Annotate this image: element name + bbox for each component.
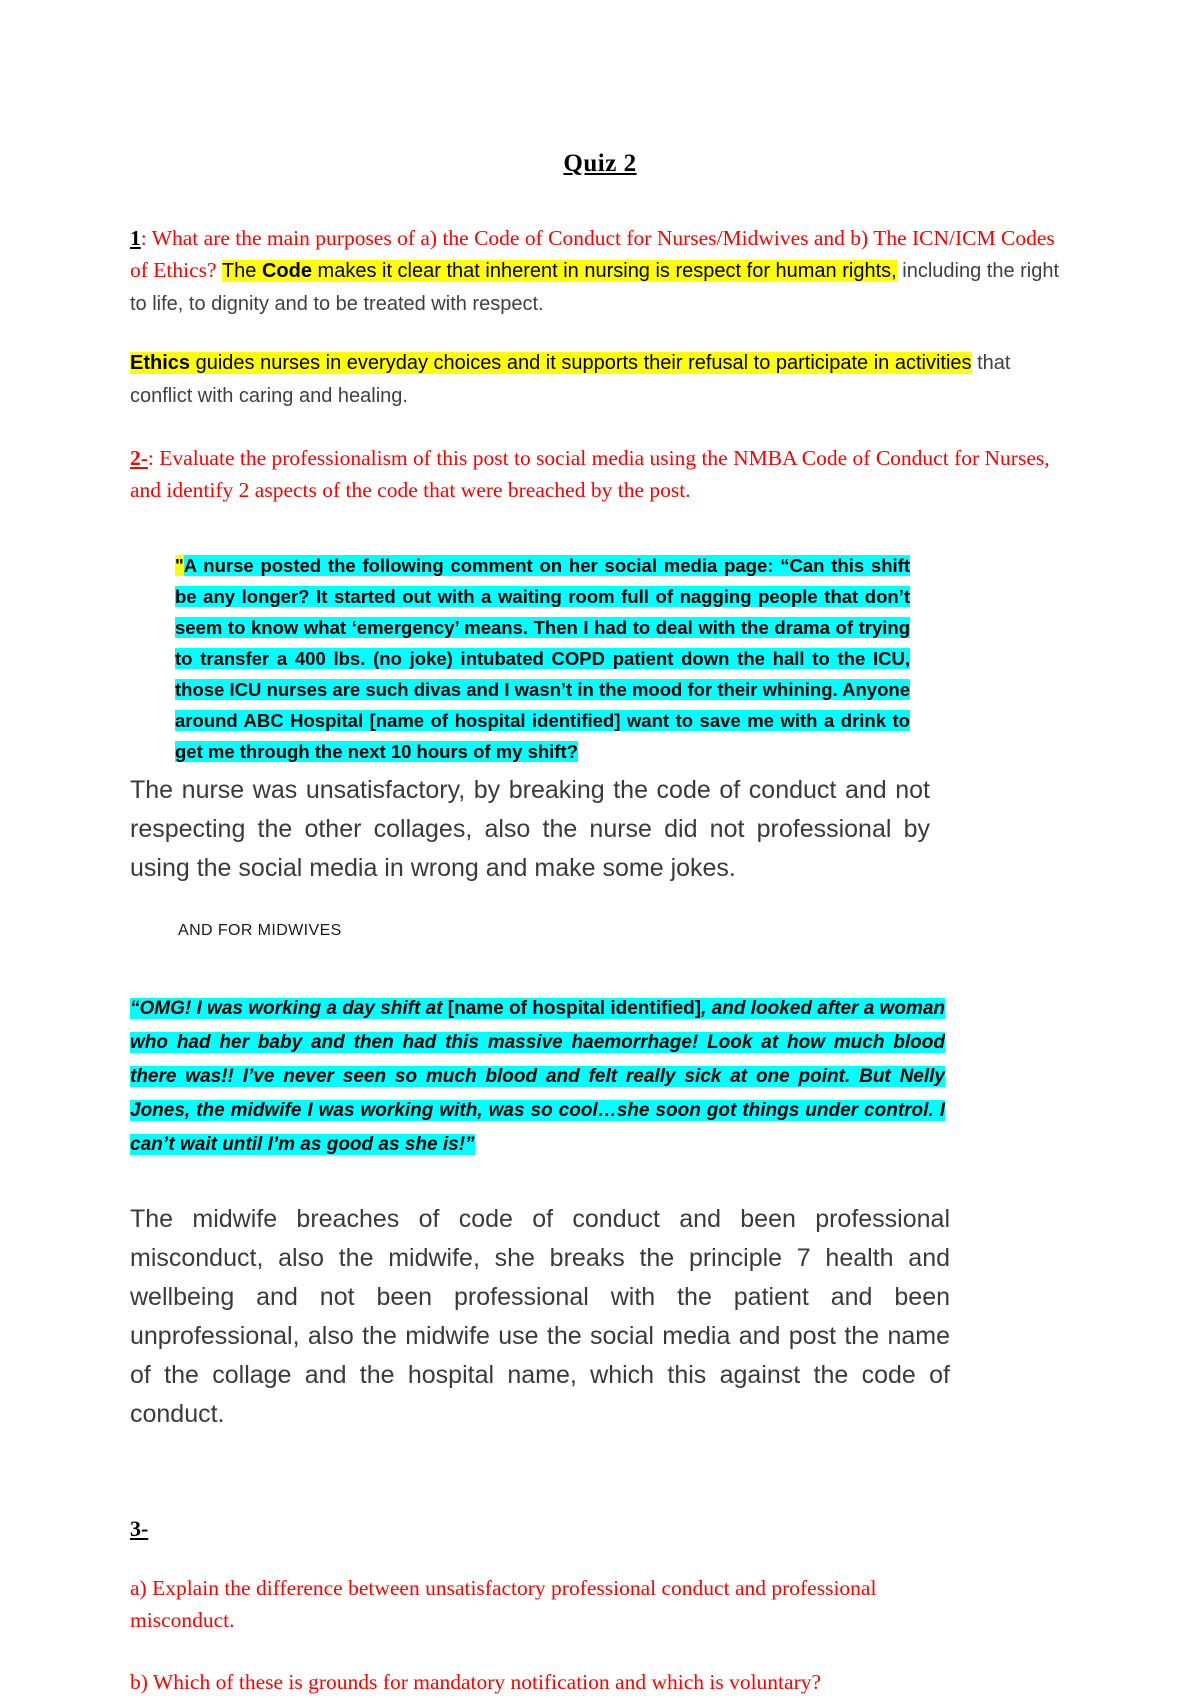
q1-answer-rest: makes it clear that inherent in nursing is respect for human rights, — [311, 260, 897, 282]
nurse-quote-open-mark: " — [175, 555, 184, 576]
question-2-number: 2- — [130, 446, 148, 470]
question-2-prompt: Evaluate the professionalism of this post to social media using the NMBA Code of Conduct for Nurses, and identify 2 aspects of the code that were breached by the post. — [130, 446, 1050, 502]
ethics-tail: that conflict with caring and healing. — [130, 352, 1011, 407]
question-1-number: 1 — [130, 226, 141, 250]
nurse-social-media-quote — [175, 550, 910, 767]
question-1-prompt: What are the main purposes of a) the Code of Conduct for Nurses/Midwives and b) The ICN/ICM Codes of Ethics? — [130, 226, 1055, 282]
question-3-number: 3- — [130, 1516, 149, 1541]
midwife-social-media-quote — [130, 992, 945, 1162]
midwife-quote-part-1: “OMG! I was working a day shift at — [130, 998, 448, 1019]
midwife-quote-part-3: , and looked after a woman who had her baby and then had this massive haemorrhage! Look at how much blood there was!! I’ve never seen so much blood and felt really sick at one point. But Nelly Jones, the midwife I was working with, was — [130, 998, 946, 1121]
question-3-part-a: a) Explain the difference between unsatisfactory professional conduct and professional misconduct. — [130, 1576, 877, 1632]
q1-answer-tail: including the right to life, to dignity and to be treated with respect. — [130, 260, 1060, 315]
question-2-paragraph — [130, 442, 1070, 506]
question-1-colon: : — [140, 226, 147, 250]
spacer — [130, 940, 1070, 992]
nurse-answer-paragraph: The nurse was unsatisfactory, by breaking the code of conduct and not respecting the other collages, also the nurse did not professional by using the social media in wrong and make some jokes. — [130, 776, 930, 882]
spacer — [130, 532, 1070, 550]
ethics-highlight — [130, 352, 972, 374]
q1-answer-lead: The — [221, 260, 262, 282]
and-for-midwives-label: AND FOR MIDWIVES — [178, 922, 342, 939]
nurse-quote-text: A nurse posted the following comment on her social media page: “Can this shift be any longer? It started out with a waiting room full of nagging people that don’t seem to know what ‘emergency’ means. Then I had to deal with the drama of trying to transfer a 400 lbs. (no joke) intubated COPD patient down the hall to the ICU, those ICU nurses are such divas and I wasn’t in the mood for their whining. Anyone around ABC Hospital [name of hospital identified] want to save me with a drink to get me through the next 10 hours of my shift? — [175, 555, 910, 762]
ethics-bold-word: Ethics — [130, 352, 191, 374]
page-title: Quiz 2 — [563, 150, 637, 177]
q1-answer-bold-code: Code — [261, 260, 312, 282]
ethics-paragraph — [130, 346, 1070, 412]
q1-answer-highlight — [222, 260, 897, 282]
midwife-quote-part-4: so cool…she soon got things under control. I can’t wait until I’m as good as she is!” — [130, 1100, 945, 1155]
midwife-quote-hospital-bracket: [name of hospital identified] — [447, 998, 702, 1019]
question-1-paragraph — [130, 222, 1070, 320]
question-2-colon: : — [147, 446, 154, 470]
question-3-part-b: b) Which of these is grounds for mandatory notification and which is voluntary? — [130, 1670, 822, 1694]
ethics-highlighted-text: guides nurses in everyday choices and it supports their refusal to participate in activities — [190, 352, 972, 374]
midwife-answer-paragraph: The midwife breaches of code of conduct and been professional misconduct, also the midwife, she breaks the principle 7 health and wellbeing and not been professional with the patient and been unprofessional, also the midwife use the social media and post the name of the collage and the hospital name, which this against the code of conduct. — [130, 1205, 950, 1428]
